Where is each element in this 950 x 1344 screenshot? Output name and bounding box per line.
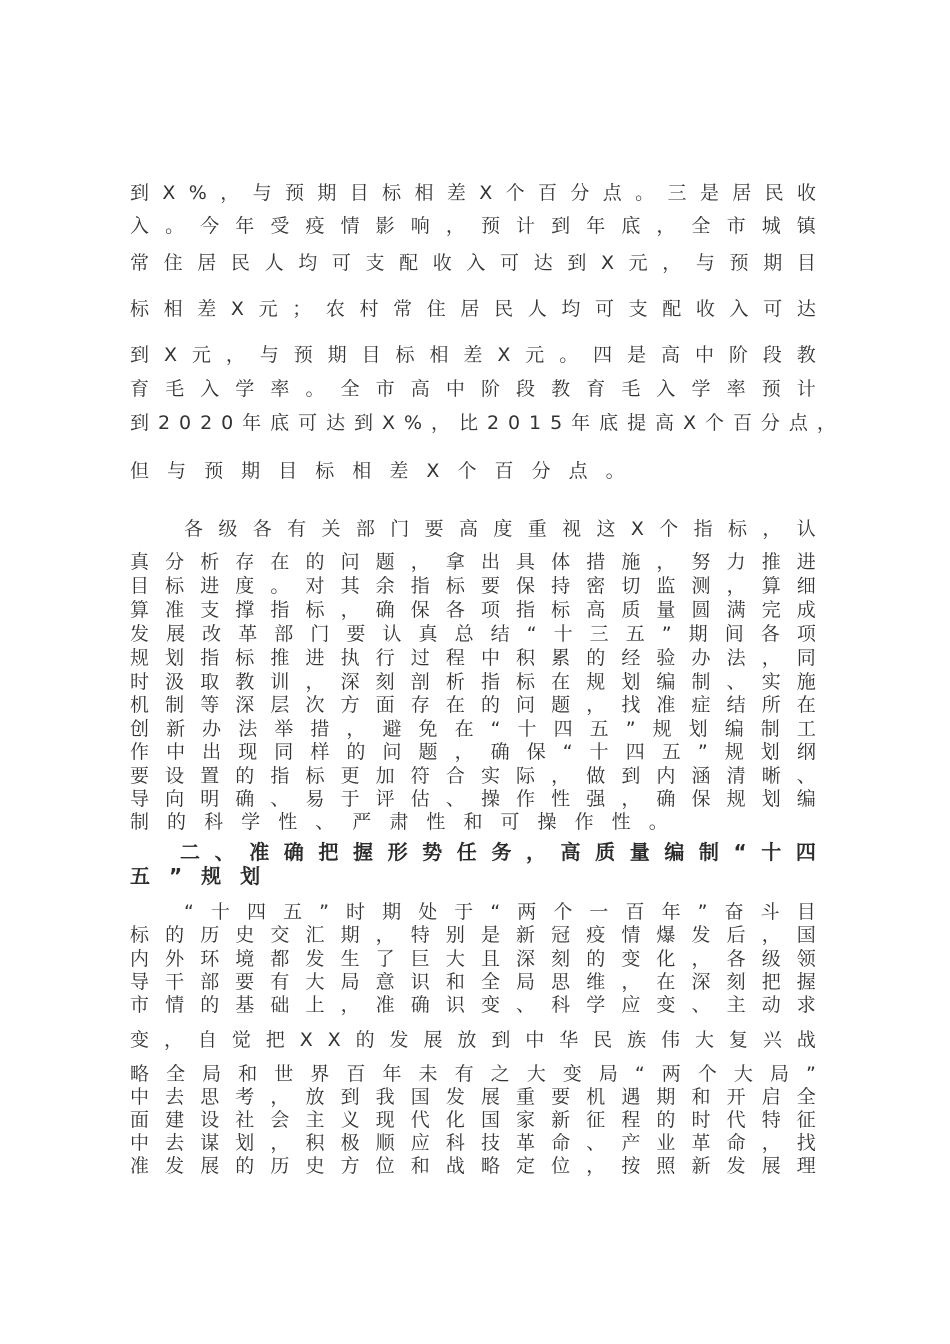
text-line: 到 X % ， 与 预 期 目 标 相 差 X 个 百 分 点 。 三 是 居 民 收 bbox=[130, 182, 816, 204]
text-line: 制的科学性、严肃性和可操作性。 bbox=[130, 811, 686, 833]
text-line: 到 X 元 ， 与 预 期 目 标 相 差 X 元 。 四 是 高 中 阶 段 教 bbox=[130, 344, 816, 366]
text-line: 创 新 办 法 举 措 ， 避 免 在 “ 十 四 五 ” 规 划 编 制 工 bbox=[130, 718, 816, 740]
text-line: 算 准 支 撑 指 标 ， 确 保 各 项 指 标 高 质 量 圆 满 完 成 bbox=[130, 599, 816, 621]
text-line: 但与预期目标相差X个百分点。 bbox=[130, 460, 643, 482]
section-heading: 二 、 准 确 把 握 形 势 任 务 ， 高 质 量 编 制 “ 十 四 bbox=[180, 840, 816, 864]
text-line: 目 标 进 度 。 对 其 余 指 标 要 保 持 密 切 监 测 ， 算 细 bbox=[130, 575, 816, 597]
text-line: 导 向 明 确 、 易 于 评 估 、 操 作 性 强 ， 确 保 规 划 编 bbox=[130, 788, 816, 810]
paragraph-first-line: “ 十 四 五 ” 时 期 处 于 “ 两 个 一 百 年 ” 奋 斗 目 bbox=[184, 901, 816, 923]
section-heading-continued: 五”规划 bbox=[130, 864, 280, 888]
text-line: 中 去 思 考 ， 放 到 我 国 发 展 重 要 机 遇 期 和 开 启 全 bbox=[130, 1086, 816, 1108]
text-line: 作 中 出 现 同 样 的 问 题 ， 确 保 “ 十 四 五 ” 规 划 纲 bbox=[130, 741, 816, 763]
text-line: 市 情 的 基 础 上 ， 准 确 识 变 、 科 学 应 变 、 主 动 求 bbox=[130, 994, 816, 1016]
text-line: 略 全 局 和 世 界 百 年 未 有 之 大 变 局 “ 两 个 大 局 ” bbox=[130, 1063, 816, 1085]
text-line: 标 的 历 史 交 汇 期 ， 特 别 是 新 冠 疫 情 爆 发 后 ， 国 bbox=[130, 924, 816, 946]
text-line: 中 去 谋 划 ， 积 极 顺 应 科 技 革 命 、 产 业 革 命 ， 找 bbox=[130, 1132, 816, 1154]
text-line: 发 展 改 革 部 门 要 认 真 总 结 “ 十 三 五 ” 期 间 各 项 bbox=[130, 623, 816, 645]
text-line: 入 。 今 年 受 疫 情 影 响 ， 预 计 到 年 底 ， 全 市 城 镇 bbox=[130, 215, 816, 237]
text-line: 准 发 展 的 历 史 方 位 和 战 略 定 位 ， 按 照 新 发 展 理 bbox=[130, 1155, 816, 1177]
text-line: 常 住 居 民 人 均 可 支 配 收 入 可 达 到 X 元 ， 与 预 期 目 bbox=[130, 252, 816, 274]
text-line: 规 划 指 标 推 进 执 行 过 程 中 积 累 的 经 验 办 法 ， 同 bbox=[130, 647, 816, 669]
text-line: 真 分 析 存 在 的 问 题 ， 拿 出 具 体 措 施 ， 努 力 推 进 bbox=[130, 551, 816, 573]
text-line: 育 毛 入 学 率 。 全 市 高 中 阶 段 教 育 毛 入 学 率 预 计 bbox=[130, 378, 816, 400]
text-line: 内 外 环 境 都 发 生 了 巨 大 且 深 刻 的 变 化 ， 各 级 领 bbox=[130, 948, 816, 970]
text-line: 面 建 设 社 会 主 义 现 代 化 国 家 新 征 程 的 时 代 特 征 bbox=[130, 1109, 816, 1131]
text-line: 变 ， 自 觉 把 X X 的 发 展 放 到 中 华 民 族 伟 大 复 兴 战 bbox=[130, 1029, 816, 1051]
text-line: 导 干 部 要 有 大 局 意 识 和 全 局 思 维 ， 在 深 刻 把 握 bbox=[130, 971, 816, 993]
text-line: 要 设 置 的 指 标 更 加 符 合 实 际 ， 做 到 内 涵 清 晰 、 bbox=[130, 765, 816, 787]
text-line: 时 汲 取 教 训 ， 深 刻 剖 析 指 标 在 规 划 编 制 、 实 施 bbox=[130, 671, 816, 693]
text-line: 标 相 差 X 元 ； 农 村 常 住 居 民 人 均 可 支 配 收 入 可 达 bbox=[130, 298, 816, 320]
text-line: 到 2 0 2 0 年 底 可 达 到 X % ， 比 2 0 1 5 年 底 提 高 X 个 百 分 点 ， bbox=[130, 412, 836, 434]
paragraph-first-line: 各 级 各 有 关 部 门 要 高 度 重 视 这 X 个 指 标 ， 认 bbox=[184, 518, 816, 540]
text-line: 机 制 等 深 层 次 方 面 存 在 的 问 题 ， 找 准 症 结 所 在 bbox=[130, 694, 816, 716]
